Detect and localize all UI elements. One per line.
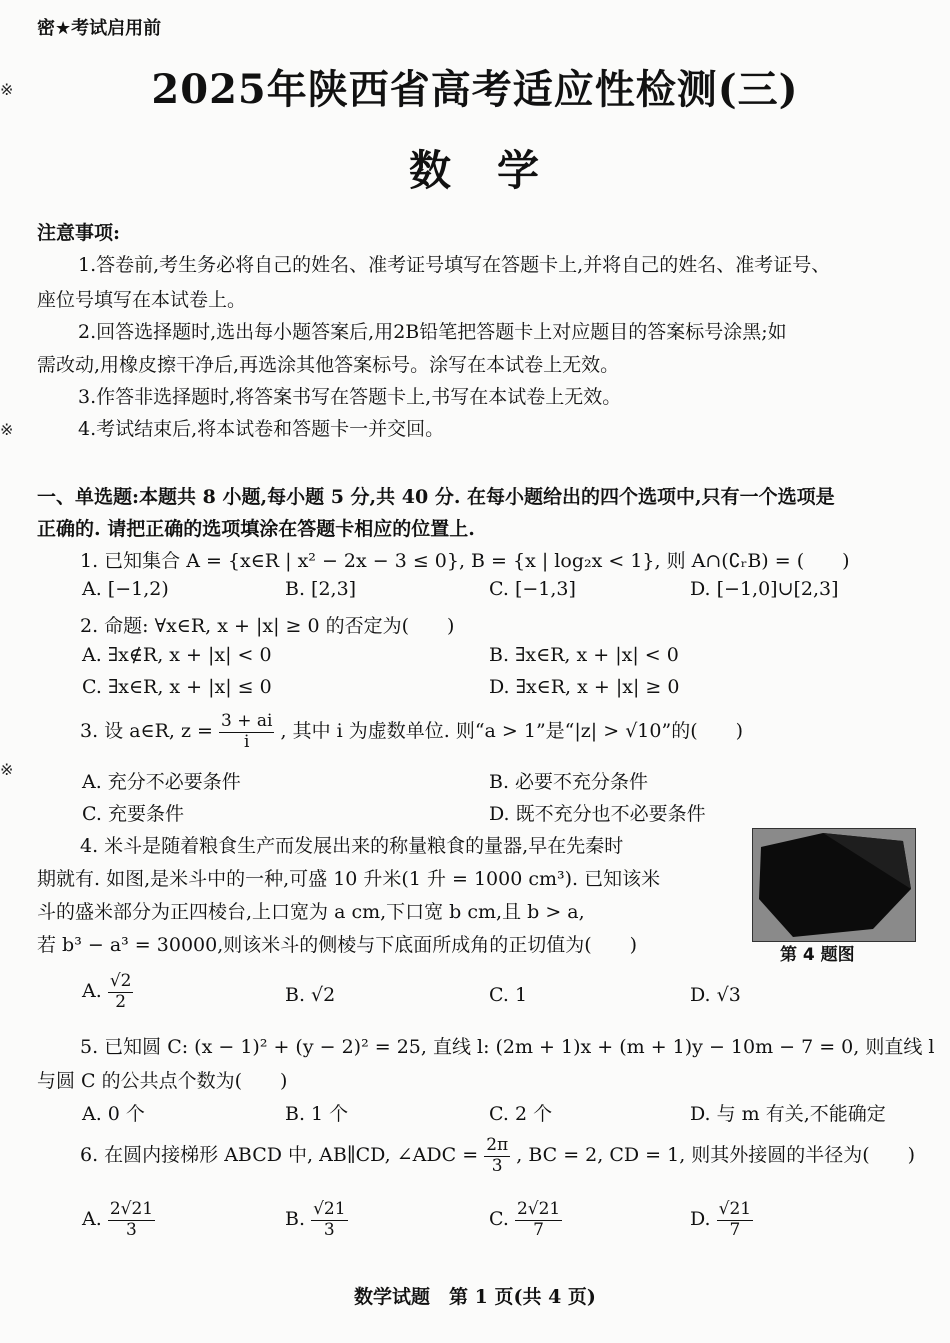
section-heading-cont: 正确的. 请把正确的选项填涂在答题卡相应的位置上.	[37, 518, 475, 540]
q6-option-d	[690, 1200, 753, 1240]
confidential-label: 密★考试启用前	[37, 18, 162, 39]
q6-frac-den: 3	[491, 1155, 503, 1176]
question-6	[80, 1136, 915, 1176]
q3-frac-den: i	[244, 731, 250, 752]
question-4-cont-3: 若 b³ − a³ = 30000,则该米斗的侧棱与下底面所成角的正切值为( )	[37, 934, 638, 956]
q4-option-b: B. √2	[285, 984, 336, 1006]
question-5: 5. 已知圆 C: (x − 1)² + (y − 2)² = 25, 直线 l: (2m + 1)x + (m + 1)y − 10m − 7 = 0, 则直线 l	[80, 1036, 935, 1058]
q6-a-den: 3	[126, 1219, 137, 1240]
question-4-cont-2: 斗的盛米部分为正四棱台,上口宽为 a cm,下口宽 b cm,且 b > a,	[37, 901, 585, 923]
q4-a-num: √2	[109, 971, 132, 991]
q6-option-a-label: A.	[82, 1208, 102, 1231]
q3-option-b: B. 必要不充分条件	[489, 771, 649, 793]
notice-item-1-cont: 座位号填写在本试卷上。	[37, 289, 247, 311]
question-1: 1. 已知集合 A = {x∈R | x² − 2x − 3 ≤ 0}, B = {x | log₂x < 1}, 则 A∩(∁ᵣB) = ( )	[80, 550, 850, 572]
exam-title: 2025年陕西省高考适应性检测(三)	[151, 66, 799, 113]
q1-option-d: D. [−1,0]∪[2,3]	[690, 578, 839, 600]
q6-option-d-label: D.	[690, 1208, 711, 1231]
q5-option-a: A. 0 个	[82, 1103, 145, 1125]
notice-item-3: 3.作答非选择题时,将答案书写在答题卡上,书写在本试卷上无效。	[78, 386, 622, 408]
q5-option-c: C. 2 个	[489, 1103, 553, 1125]
section-heading: 一、单选题:本题共 8 小题,每小题 5 分,共 40 分. 在每小题给出的四个选项中,只有一个选项是	[37, 486, 835, 508]
q6-b-den: 3	[323, 1219, 335, 1240]
q3-stem-post: , 其中 i 为虚数单位. 则“a > 1”是“|z| > √10”的( )	[280, 720, 744, 743]
figure-4-caption: 第 4 题图	[780, 945, 855, 965]
q4-option-a-label: A.	[82, 980, 102, 1003]
subject-title: 数 学	[408, 146, 541, 195]
q6-d-den: 7	[729, 1219, 741, 1240]
q6-c-den: 7	[533, 1219, 544, 1240]
q6-option-b-label: B.	[285, 1208, 306, 1231]
q5-option-b: B. 1 个	[285, 1103, 349, 1125]
q6-option-a	[82, 1200, 155, 1240]
q2-option-b: B. ∃x∈R, x + |x| < 0	[489, 644, 679, 666]
q4-option-a-fraction	[108, 972, 134, 1012]
q2-option-c: C. ∃x∈R, x + |x| ≤ 0	[82, 676, 272, 698]
binding-mark: ※	[0, 760, 14, 779]
page-footer: 数学试题 第 1 页(共 4 页)	[354, 1286, 596, 1308]
q1-option-b: B. [2,3]	[285, 578, 357, 600]
rice-measure-photo	[752, 828, 916, 942]
q4-option-d: D. √3	[690, 984, 741, 1006]
notice-item-2-cont: 需改动,用橡皮擦干净后,再选涂其他答案标号。涂写在本试卷上无效。	[37, 354, 620, 376]
q1-option-c: C. [−1,3]	[489, 578, 576, 600]
q6-frac-num: 2π	[486, 1135, 509, 1155]
q6-a-num: 2√21	[109, 1199, 154, 1219]
q6-d-num: √21	[718, 1199, 752, 1219]
q6-stem-pre: 6. 在圆内接梯形 ABCD 中, AB∥CD, ∠ADC =	[80, 1144, 479, 1167]
q3-option-d: D. 既不充分也不必要条件	[489, 803, 706, 825]
q6-b-num: √21	[313, 1199, 346, 1219]
q2-option-a: A. ∃x∉R, x + |x| < 0	[82, 644, 272, 666]
q5-option-d: D. 与 m 有关,不能确定	[690, 1103, 886, 1125]
question-3	[80, 712, 743, 752]
q6-option-d-fraction	[717, 1200, 753, 1240]
q6-option-c-fraction	[515, 1200, 562, 1240]
q3-fraction	[219, 712, 274, 752]
binding-mark: ※	[0, 80, 14, 99]
q6-c-num: 2√21	[516, 1199, 561, 1219]
q3-option-a: A. 充分不必要条件	[82, 771, 241, 793]
q3-stem-pre: 3. 设 a∈R, z =	[80, 720, 213, 743]
notice-heading: 注意事项:	[37, 222, 121, 244]
notice-item-2: 2.回答选择题时,选出每小题答案后,用2B铅笔把答题卡上对应题目的答案标号涂黑;如	[78, 321, 787, 343]
q6-option-b	[285, 1200, 348, 1240]
q6-stem-post: , BC = 2, CD = 1, 则其外接圆的半径为( )	[516, 1144, 916, 1167]
q3-frac-num: 3 + ai	[221, 711, 273, 731]
q3-option-c: C. 充要条件	[82, 803, 184, 825]
question-4-cont-1: 期就有. 如图,是米斗中的一种,可盛 10 升米(1 升 = 1000 cm³). 已知该米	[37, 868, 661, 890]
notice-item-1: 1.答卷前,考生务必将自己的姓名、准考证号填写在答题卡上,并将自己的姓名、准考证号、	[78, 254, 831, 276]
rice-measure-image	[753, 829, 915, 941]
q1-option-a: A. [−1,2)	[82, 578, 169, 600]
question-5-cont: 与圆 C 的公共点个数为( )	[37, 1070, 288, 1092]
q4-option-a	[82, 972, 133, 1012]
q4-a-den: 2	[115, 991, 127, 1012]
notice-item-4: 4.考试结束后,将本试卷和答题卡一并交回。	[78, 418, 445, 440]
question-2: 2. 命题: ∀x∈R, x + |x| ≥ 0 的否定为( )	[80, 615, 455, 637]
q6-fraction	[484, 1136, 510, 1176]
q2-option-d: D. ∃x∈R, x + |x| ≥ 0	[489, 676, 680, 698]
question-4: 4. 米斗是随着粮食生产而发展出来的称量粮食的量器,早在先秦时	[80, 835, 624, 857]
q6-option-b-fraction	[311, 1200, 347, 1240]
q4-option-c: C. 1	[489, 984, 528, 1006]
q6-option-c-label: C.	[489, 1208, 509, 1231]
q6-option-a-fraction	[108, 1200, 155, 1240]
q6-option-c	[489, 1200, 562, 1240]
binding-mark: ※	[0, 420, 14, 439]
